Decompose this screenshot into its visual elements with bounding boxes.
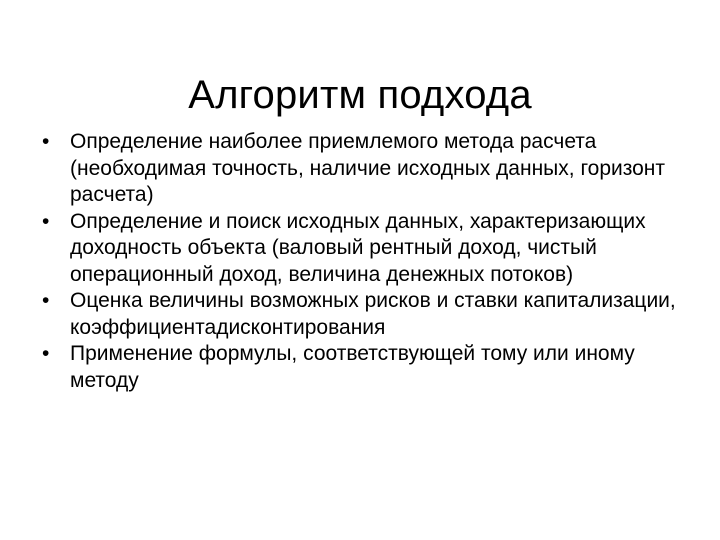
bullet-icon: • bbox=[42, 342, 50, 365]
bullet-icon: • bbox=[42, 209, 50, 233]
bullet-text: Применение формулы, соответствующей тому или иному методу bbox=[70, 342, 635, 392]
bullet-icon: • bbox=[42, 130, 50, 153]
bullet-item bbox=[36, 288, 706, 341]
bullet-item bbox=[36, 341, 706, 394]
bullet-list bbox=[36, 129, 706, 394]
bullet-item bbox=[36, 209, 706, 289]
bullet-text: Определение наиболее приемлемого метода расчета (необходимая точность, наличие исходных данных, горизонт расчета) bbox=[70, 130, 666, 206]
bullet-text: Оценка величины возможных рисков и ставки капитализации, коэффициентадисконтирования bbox=[70, 289, 676, 339]
bullet-icon: • bbox=[42, 289, 50, 312]
bullet-item bbox=[36, 129, 706, 209]
bullet-text: Определение и поиск исходных данных, характеризающих доходность объекта (валовый рентный доход, чистый операционный доход, величина денежных потоков) bbox=[70, 209, 646, 286]
slide-title: Алгоритм подхода bbox=[188, 72, 532, 117]
